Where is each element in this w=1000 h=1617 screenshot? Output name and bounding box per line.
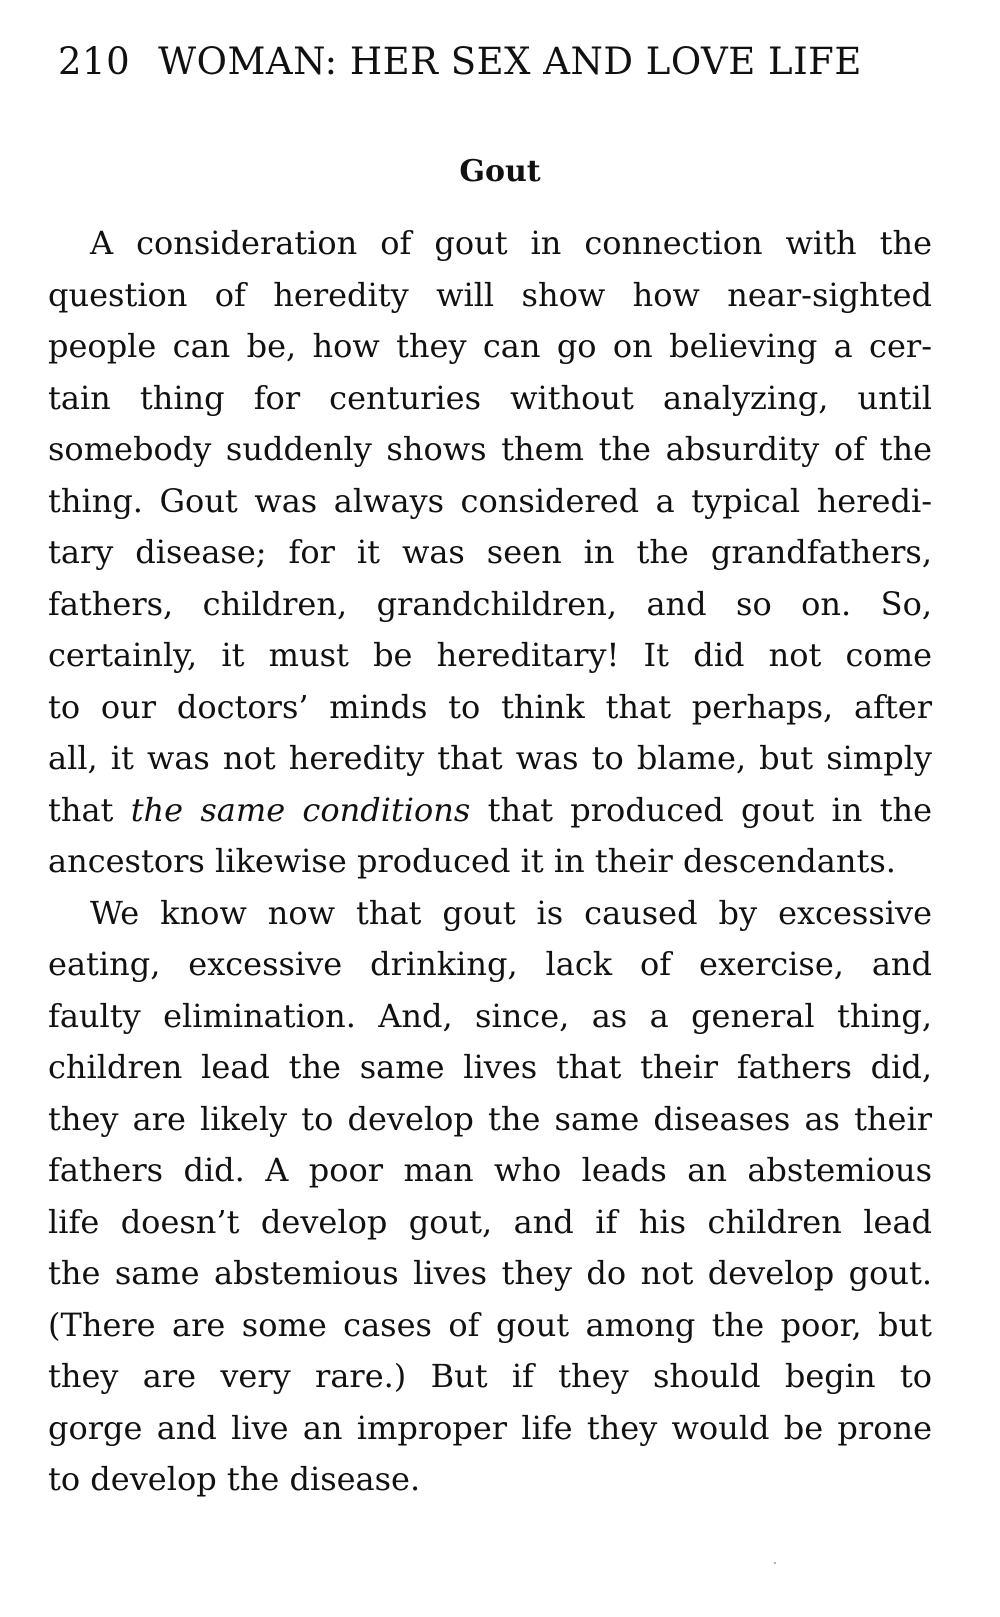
section-title: Gout (459, 154, 541, 189)
page-number: 210 (58, 40, 131, 83)
text-line: to our doctors’ minds to think that perhaps, after (48, 687, 932, 726)
text-segment: that produced gout in the (470, 790, 933, 829)
text-line: faulty elimination. And, since, as a general thing, (48, 996, 932, 1035)
text-line: certainly, it must be hereditary! It did not come (48, 636, 932, 674)
text-line: A consideration of gout in connection with the (90, 224, 932, 262)
paragraph-1 (48, 218, 932, 888)
text-line: thing. Gout was always considered a typical heredi- (48, 481, 932, 520)
text-line: gorge and live an improper life they would be prone (48, 1408, 932, 1447)
text-line: (There are some cases of gout among the poor, but (48, 1305, 932, 1344)
running-head (58, 38, 938, 86)
paragraph-2 (48, 888, 932, 1506)
text-line: they are very rare.) But if they should begin to (48, 1357, 932, 1395)
text-line: people can be, how they can go on believing a cer- (48, 327, 932, 365)
text-line: the same abstemious lives they do not develop gout. (48, 1254, 932, 1292)
text-line: fathers did. A poor man who leads an abstemious (48, 1151, 932, 1189)
text-line: children lead the same lives that their fathers did, (48, 1048, 932, 1086)
text-line: somebody suddenly shows them the absurdity of the (48, 430, 932, 468)
text-line: We know now that gout is caused by excessive (90, 893, 932, 932)
text-line: they are likely to develop the same diseases as their (48, 1099, 932, 1138)
text-line: tain thing for centuries without analyzing, until (48, 378, 932, 417)
text-line: to develop the disease. (48, 1460, 421, 1498)
italic-phrase: the same conditions (130, 790, 471, 829)
running-title: WOMAN: HER SEX AND LOVE LIFE (158, 40, 862, 83)
body-text (48, 218, 932, 1506)
text-line: eating, excessive drinking, lack of exercise, and (48, 945, 932, 983)
text-line: tary disease; for it was seen in the grandfathers, (48, 533, 932, 571)
text-line: life doesn’t develop gout, and if his children lead (48, 1202, 932, 1241)
print-speck (774, 1562, 776, 1564)
text-segment: that (48, 790, 131, 829)
text-line: fathers, children, grandchildren, and so on. So, (48, 584, 932, 623)
text-line: all, it was not heredity that was to blame, but simply (48, 739, 932, 777)
text-line-with-emphasis (48, 785, 932, 837)
text-line: question of heredity will show how near-sighted (48, 275, 932, 314)
text-line: ancestors likewise produced it in their descendants. (48, 842, 896, 880)
